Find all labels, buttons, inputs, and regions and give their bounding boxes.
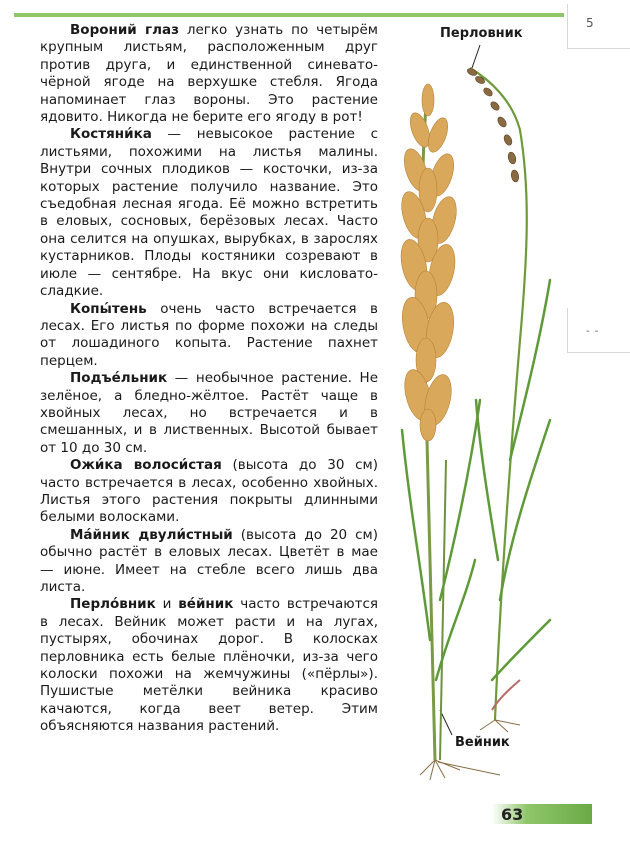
- paragraph-voroniy-glaz: [40, 22, 378, 126]
- paragraph-ozhika: [40, 457, 378, 527]
- term-podelnik: Подъе́льник: [70, 370, 168, 387]
- paragraph-text: (высота до 20 см) обычно растёт в еловых лесах. Цветёт в мае — июне. Имеет на стебле всего лишь два листа.: [40, 526, 378, 595]
- paragraph-text: (высота до 30 см) часто встречается в лесах, особенно хвойных. Листья этого растения покрыты длинными белыми волосками.: [40, 457, 378, 526]
- top-decorative-rule: [14, 13, 564, 17]
- label-veinik: Вейник: [455, 735, 510, 750]
- term-maynik: Ма́йник двули́стный: [70, 526, 233, 543]
- page-number: 63: [501, 805, 524, 824]
- term-kostyanika: Костяни́ка: [70, 126, 152, 143]
- paragraph-text: и: [155, 596, 179, 613]
- veinik-panicle: [397, 84, 461, 441]
- term-ozhika: Ожи́ка волоси́стая: [70, 457, 222, 474]
- grass-illustration: [380, 40, 580, 790]
- paragraph-text: — невысокое растение с листьями, похожими на листья малины. Внутри сочных плодиков — косточки, из-за которых растение получило название. Это съедобная лесная ягода. Её можно встретить в еловых, сосновых, берёзовых лесах. Часто она селится на опушках, вырубках, в зарослях кустарников. Плоды костяники созревают в июле — сентябре. На вкус они кисловато-сладкие.: [40, 126, 378, 300]
- side-tab-middle-label: - -: [586, 326, 600, 337]
- paragraph-text: очень часто встречается в лесах. Его листья по форме похожи на следы от лошадиного копыта. Растение пахнет перцем.: [40, 300, 378, 369]
- paragraph-podelnik: [40, 370, 378, 457]
- term-perlovnik: Перло́вник: [70, 596, 156, 613]
- term-kopyten: Копы́тень: [70, 300, 147, 317]
- perlovnik-stem: [470, 68, 527, 720]
- pointer-line-perlovnik: [472, 45, 480, 68]
- paragraph-text: часто встречаются в лесах. Вейник может расти и на лугах, пустырях, обочинах дорог. В колосках перловника есть белые плёночки, из-за чего колоски похожи на жемчужины («пёрлы»). Пушистые метёлки вейника красиво качаются, когда веет ветер. Этим объясняются названия растений.: [40, 596, 379, 735]
- label-perlovnik: Перловник: [440, 26, 523, 41]
- term-veinik: ве́йник: [178, 596, 234, 613]
- side-tab-top-label: 5: [586, 16, 594, 30]
- paragraph-kopyten: [40, 301, 378, 371]
- term-voroniy-glaz: Вороний глаз: [70, 22, 179, 38]
- paragraph-perlovnik-veinik: [40, 596, 378, 735]
- paragraph-maynik: [40, 527, 378, 597]
- paragraph-text: легко узнать по четырём крупным листьям, расположенным друг против друга, и единственной синевато-чёрной ягоде на верхушке стебля. Ягода напоминает глаз вороны. Это растение ядовито. Никогда не берите его ягоду в рот!: [40, 22, 378, 126]
- paragraph-kostyanika: [40, 126, 378, 300]
- veinik-stem-2: [440, 460, 446, 760]
- text-column: [40, 22, 378, 736]
- paragraph-text: — необычное растение. Не зелёное, а бледно-жёлтое. Растёт чаще в хвойных лесах, но встречается и в смешанных, и в лиственных. Высотой бывает от 10 до 30 см.: [40, 370, 378, 456]
